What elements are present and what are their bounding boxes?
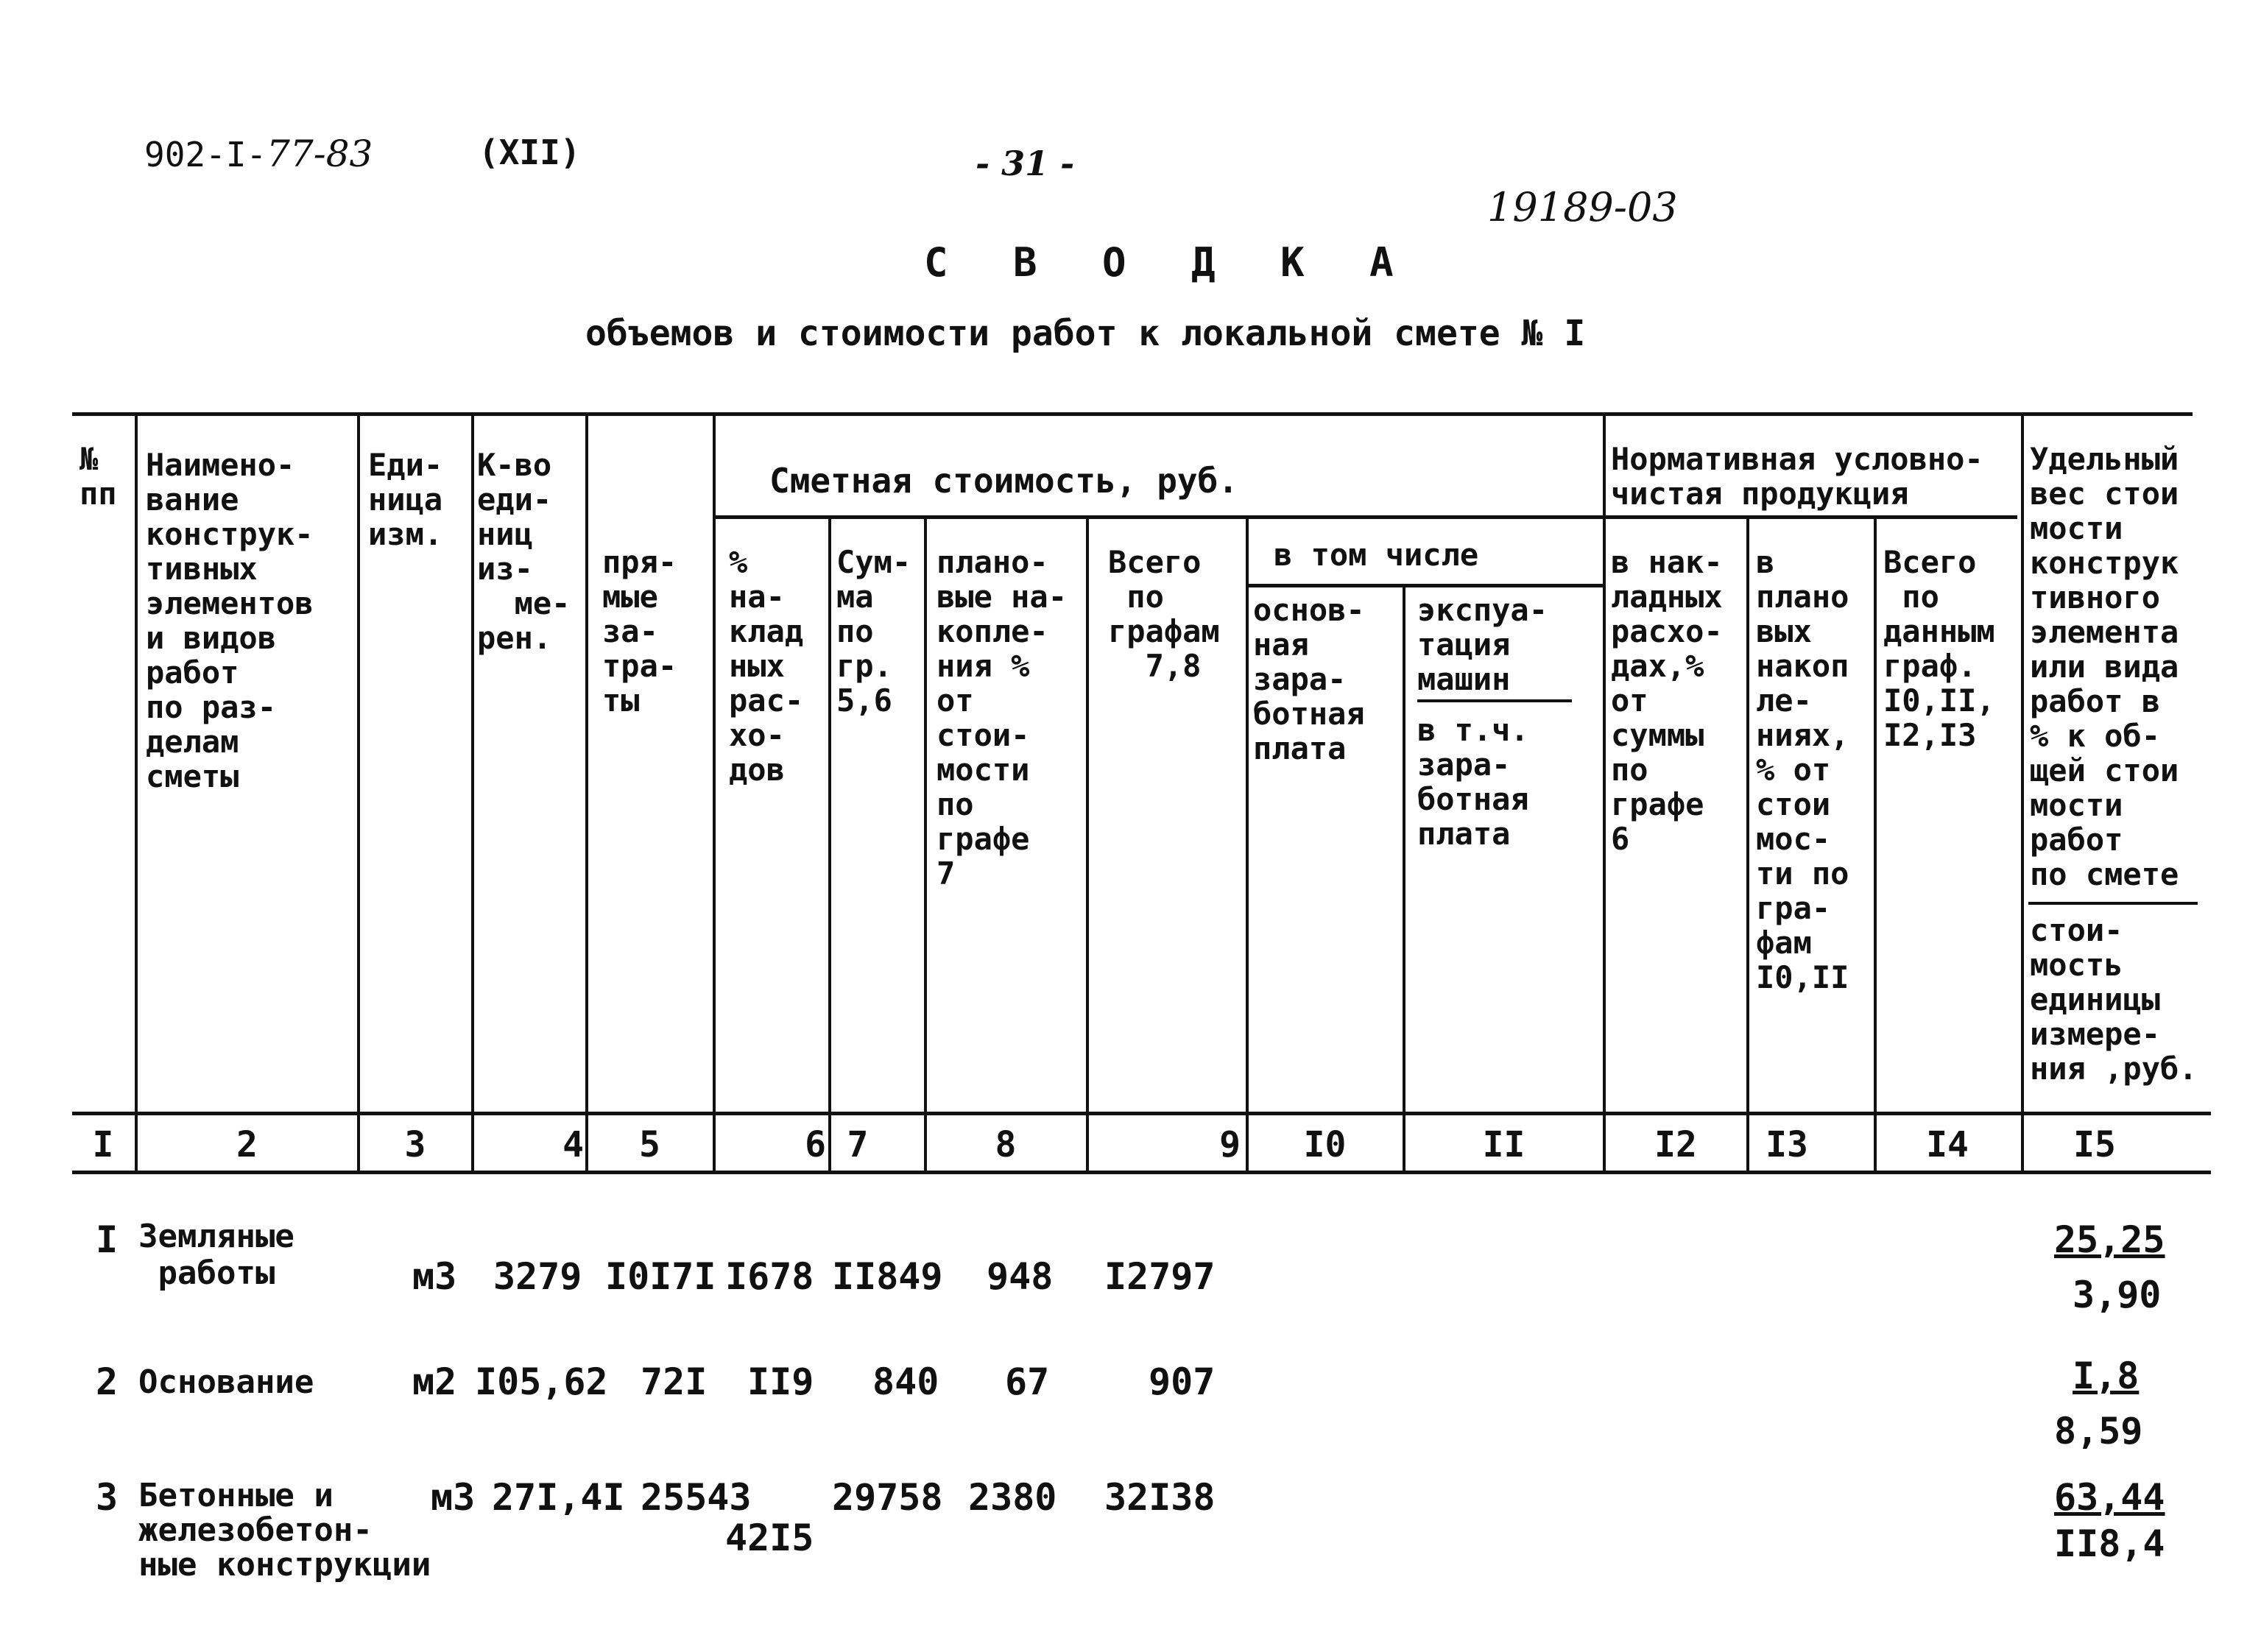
row-unit: м3 [412,1255,457,1298]
row-unit: м3 [431,1476,476,1519]
row-planned: 948 [987,1255,1054,1298]
colnum-14: I4 [1926,1124,1969,1165]
page-subtitle: объемов и стоимости работ к локальной смете № I [585,313,1586,354]
col-header-5: пря- мые за- тра- ты [602,544,677,719]
colnum-4: 4 [562,1124,584,1165]
row-unit-cost: 3,90 [2073,1274,2162,1316]
colnum-2: 2 [236,1124,258,1165]
vline-3 [471,412,474,1172]
colnum-bottom-border [72,1171,2211,1174]
colnum-10: I0 [1303,1124,1347,1165]
col-header-11-bottom: в т.ч. зара- ботная плата [1417,712,1529,852]
row-overhead: I678 [725,1255,814,1298]
vline-4 [585,412,588,1172]
row-sum: 840 [872,1360,939,1403]
document-number: 19189-03 [1487,184,1678,230]
col-header-10: основ- ная зара- ботная плата [1253,592,1365,766]
doc-code-printed: 902-I- [144,135,267,174]
cost-group-header: Сметная стоимость, руб. [769,461,1238,501]
col15-divider [2028,902,2198,905]
colnum-1: I [92,1124,114,1165]
row-sum: II849 [832,1255,943,1298]
in-that-divider [1246,584,1603,587]
roman-numeral: (XII) [479,133,581,172]
vline-12 [1746,515,1749,1172]
page-number: - 31 - [976,144,1075,183]
row-direct-costs: 72I [641,1360,708,1403]
row-qty: 3279 [493,1255,582,1298]
row-direct-costs: I0I7I [605,1255,716,1298]
doc-code [144,133,373,175]
row-share: 25,25 [2054,1218,2165,1261]
row-planned: 67 [1005,1360,1050,1403]
vline-6 [828,515,831,1172]
col-header-1: № пп [80,441,117,512]
colnum-8: 8 [995,1124,1017,1165]
row-overhead: II9 [747,1360,814,1403]
col-header-13: в плано вых накоп ле- ниях, % от стои мос- ти по гра- фам I0,II [1756,544,1849,995]
norm-group-header: Нормативная условно- чистая продукция [1611,441,1983,512]
row-qty: 27I,4I [492,1476,625,1519]
vline-8 [1086,515,1089,1172]
row-share: I,8 [2073,1355,2140,1397]
colnum-3: 3 [404,1124,426,1165]
col-header-2: Наимено- вание конструк- тивных элементов и видов работ по раз- делам сметы [146,447,314,794]
colnum-7: 7 [847,1124,869,1165]
col11-divider [1417,699,1572,702]
row-name: Земляные работы [138,1218,294,1292]
col-header-12: в нак- ладных расхо- дах,% от суммы по графе 6 [1611,544,1723,857]
row-unit: м2 [412,1360,457,1403]
col-header-8: плано- вые на- копле- ния % от стои- мости по графе 7 [937,544,1068,892]
row-name: Бетонные и железобетон- ные конструкции [138,1477,431,1584]
row-extra: 42I5 [725,1517,814,1559]
in-that-header: в том числе [1274,537,1479,573]
row-unit-cost: 8,59 [2054,1410,2143,1452]
col-header-6: % на- клад ных рас- хо- дов [729,544,804,788]
vline-13 [1874,515,1877,1172]
vline-14 [2021,412,2024,1172]
col-header-14: Всего по данным граф. I0,II, I2,I3 [1883,544,1995,753]
colnum-9: 9 [1219,1124,1241,1165]
row-sum: 29758 [832,1476,943,1519]
col-header-3: Еди- ница изм. [368,447,443,552]
colnum-15: I5 [2073,1124,2116,1165]
col-header-4: К-во еди- ниц из- ме- рен. [477,447,571,656]
row-qty: I05,62 [475,1360,608,1403]
row-unit-cost: II8,4 [2054,1522,2165,1565]
row-planned: 2380 [968,1476,1057,1519]
vline-1 [135,412,138,1172]
colnum-6: 6 [805,1124,826,1165]
row-number: 3 [96,1476,119,1519]
header-bottom-border [72,1112,2211,1115]
colnum-12: I2 [1654,1124,1697,1165]
row-number: 2 [96,1360,119,1403]
vline-2 [357,412,360,1172]
row-total: 907 [1149,1360,1216,1403]
cost-group-divider [713,515,1629,519]
row-share: 63,44 [2054,1476,2165,1519]
col-header-9: Всего по графам 7,8 [1108,544,1220,684]
vline-10 [1403,584,1405,1172]
col-header-11-top: экспуа- тация машин [1417,592,1548,697]
col-header-15-bottom: стои- мость единицы измере- ния ,руб. [2030,912,2198,1087]
norm-group-divider [1605,515,2017,519]
vline-9 [1246,515,1249,1172]
col-header-15-top: Удельный вес стои мости конструк тивного элемента или вида работ в % к об- щей стои мости работ по смете [2030,441,2179,892]
row-number: I [96,1218,119,1261]
vline-7 [924,515,927,1172]
col-header-7: Сум- ма по гр. 5,6 [836,544,911,719]
colnum-11: II [1482,1124,1525,1165]
row-total: 32I38 [1104,1476,1216,1519]
vline-5 [713,412,716,1172]
row-total: I2797 [1104,1255,1216,1298]
page-title: С В О Д К А [924,239,1414,286]
colnum-5: 5 [639,1124,660,1165]
vline-11 [1603,412,1606,1172]
row-name: Основание [138,1363,314,1401]
table-top-border [72,412,2193,416]
colnum-13: I3 [1766,1124,1808,1165]
row-direct-costs: 25543 [641,1476,752,1519]
doc-code-handwritten: 77-83 [267,133,373,175]
